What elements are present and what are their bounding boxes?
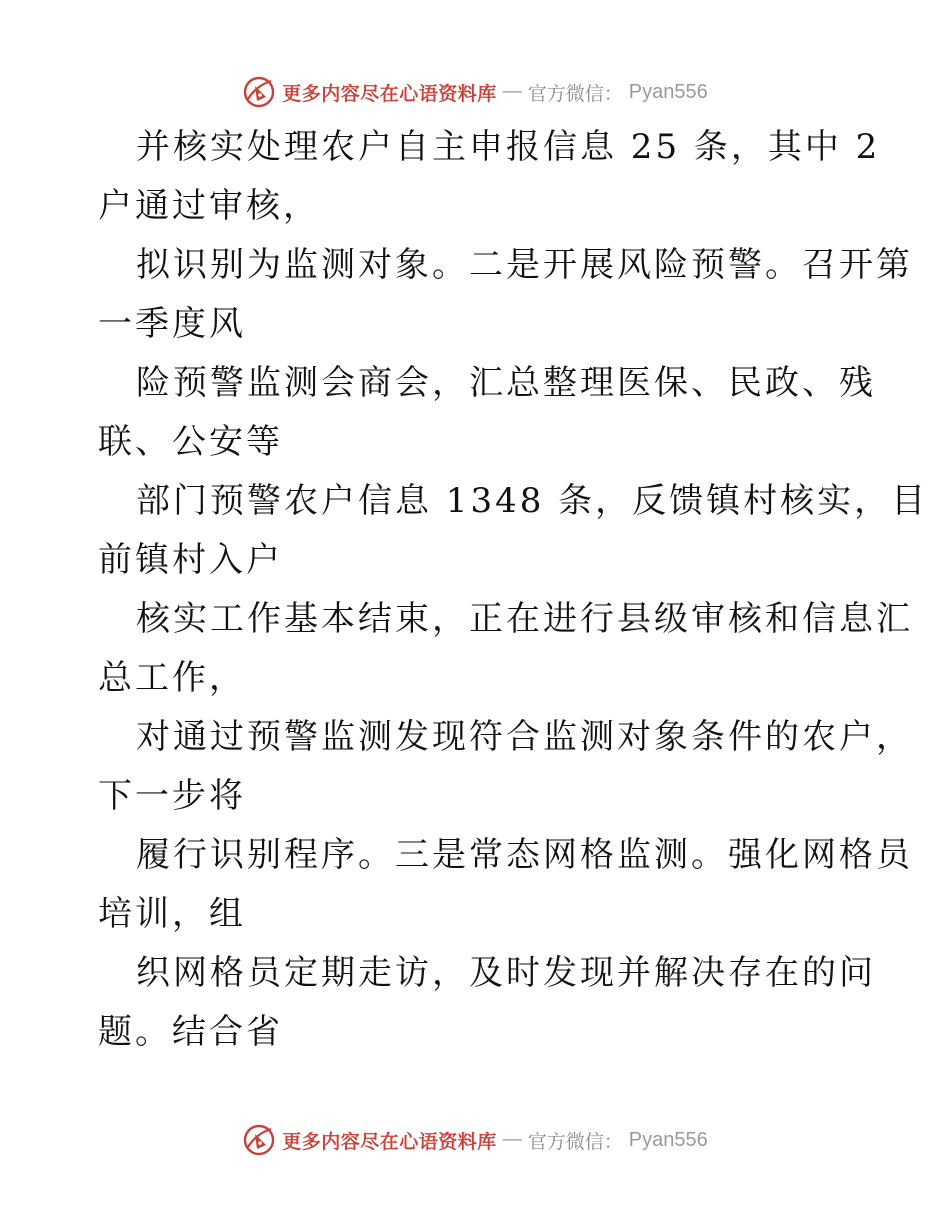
body-line: 并核实处理农户自主申报信息 25 条，其中 2 (136, 127, 881, 167)
body-line: 险预警监测会商会，汇总整理医保、民政、残 (136, 363, 876, 403)
body-line: 拟识别为监测对象。二是开展风险预警。召开第 (136, 245, 913, 285)
document-body (98, 118, 929, 1062)
watermark-dash: — (502, 81, 522, 102)
footer-watermark (0, 1120, 950, 1160)
watermark-wechat-label: 官方微信： (527, 1130, 623, 1153)
body-line: 一季度风 (98, 304, 246, 344)
body-line: 核实工作基本结束，正在进行县级审核和信息汇 (136, 599, 913, 639)
watermark-dash: — (502, 1129, 522, 1150)
body-line: 户通过审核， (98, 186, 320, 226)
body-line: 履行识别程序。三是常态网格监测。强化网格员 (136, 835, 913, 875)
watermark-wechat-id: Pyan556 (628, 80, 708, 103)
body-line: 总工作， (98, 658, 246, 698)
watermark-brand-text: 更多内容尽在心语资料库 (282, 1130, 497, 1153)
watermark-brand-text: 更多内容尽在心语资料库 (282, 82, 497, 105)
watermark-wechat-id: Pyan556 (628, 1128, 708, 1151)
body-line: 前镇村入户 (98, 540, 283, 580)
body-line: 下一步将 (98, 776, 246, 816)
pen-nib-logo-icon (242, 1123, 276, 1157)
body-line: 对通过预警监测发现符合监测对象条件的农户， (136, 717, 913, 757)
body-line: 培训，组 (98, 894, 246, 934)
body-line: 部门预警农户信息 1348 条，反馈镇村核实，目 (136, 481, 929, 521)
body-line: 题。结合省 (98, 1012, 283, 1052)
header-watermark (0, 72, 950, 112)
body-line: 织网格员定期走访，及时发现并解决存在的问 (136, 953, 876, 993)
body-line: 联、公安等 (98, 422, 283, 462)
pen-nib-logo-icon (242, 75, 276, 109)
watermark-wechat-label: 官方微信： (527, 82, 623, 105)
